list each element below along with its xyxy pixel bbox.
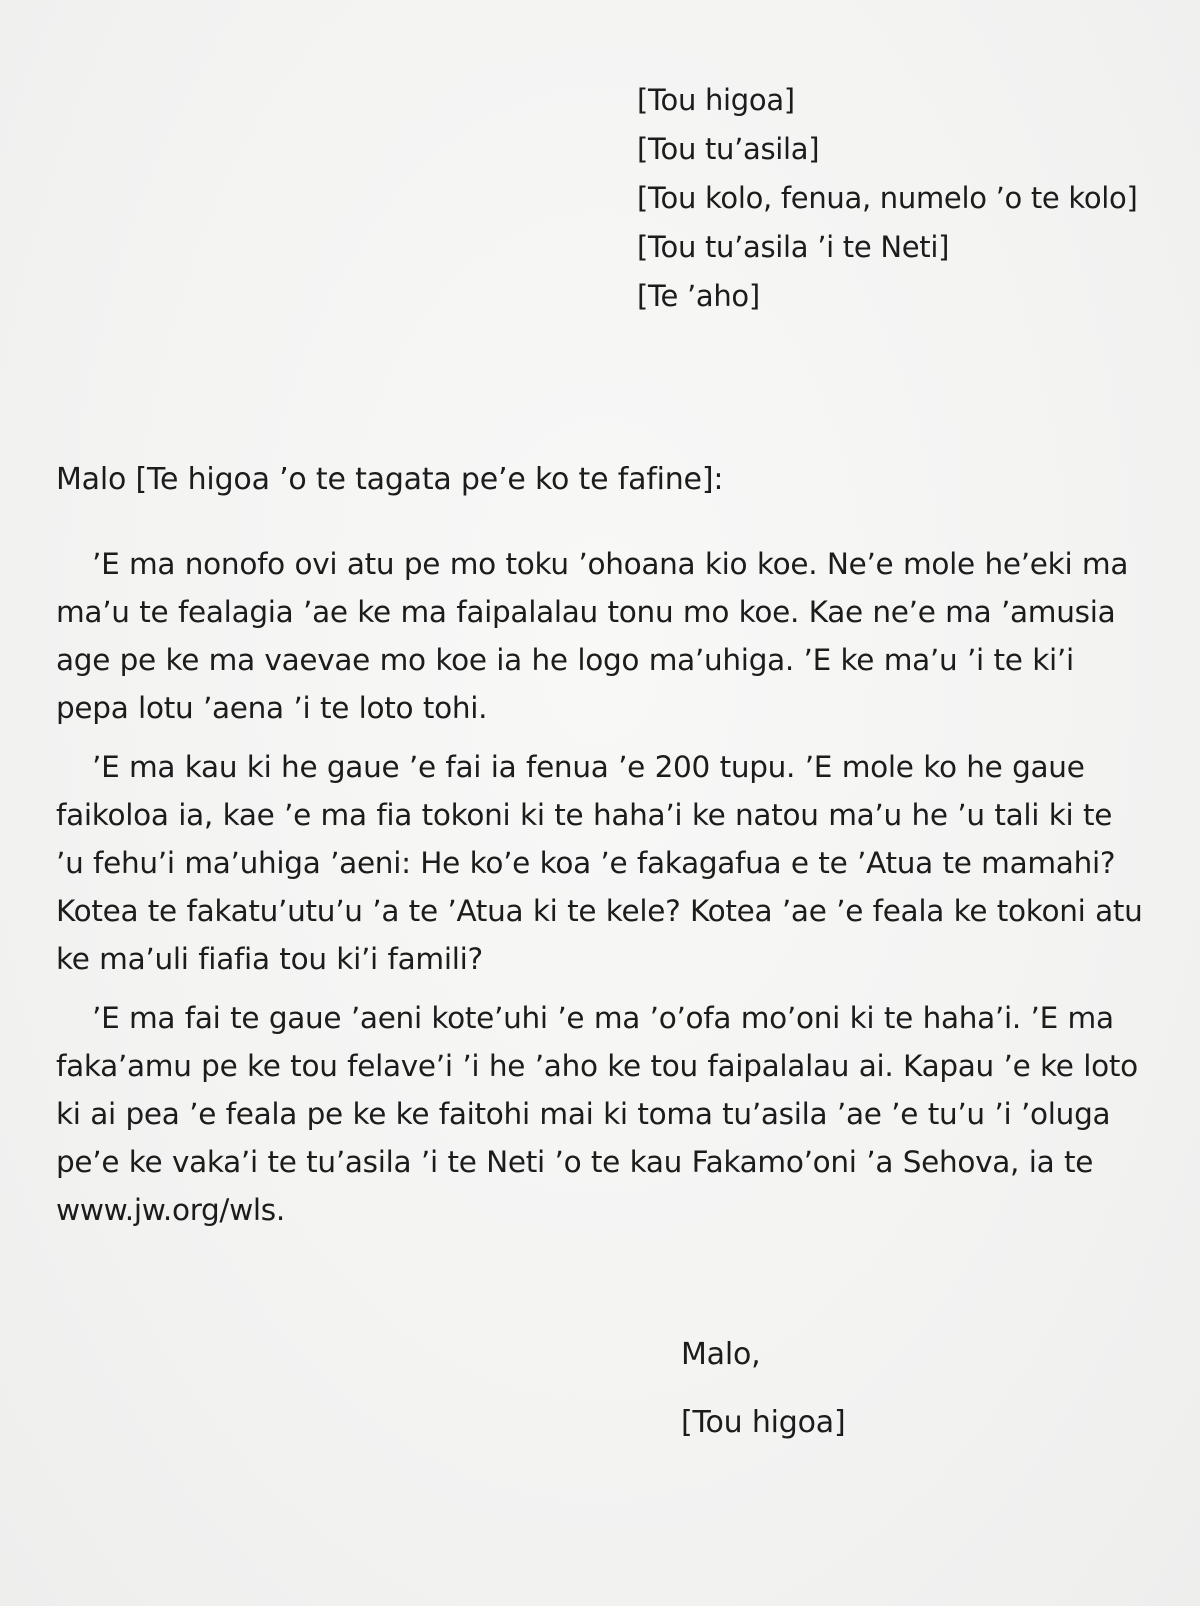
body-paragraph: ’E ma nonofo ovi atu pe mo toku ’ohoana kio koe. Ne’e mole he’eki ma ma’u te fealagia ’ae ke ma faipalalau tonu mo koe. Kae ne’e ma ’amusia age pe ke ma vaevae mo koe ia he logo ma’uhiga. ’E ke ma’u ’i te ki’i pepa lotu ’aena ’i te loto tohi. (56, 547, 1129, 725)
closing-block (681, 1333, 845, 1445)
sender-address-block (637, 76, 1138, 321)
signature-name: [Tou higoa] (681, 1405, 846, 1440)
salutation: Malo [Te higoa ’o te tagata pe’e ko te fafine]: (56, 462, 724, 497)
body-paragraph: ’E ma kau ki he gaue ’e fai ia fenua ’e 200 tupu. ’E mole ko he gaue faikoloa ia, kae ’e ma fia tokoni ki te haha’i ke natou ma’u he ’u tali ki te ’u fehu’i ma’uhiga ’aeni: He ko’e koa ’e fakagafua e te ’Atua te mamahi? Kotea te fakatu’utu’u ’a te ’Atua ki te kele? Kotea ’ae ’e feala ke tokoni atu ke ma’uli fiafia tou ki’i famili? (56, 750, 1143, 976)
letter-date: [Te ’aho] (637, 279, 760, 313)
sender-address: [Tou tu’asila] (637, 132, 820, 166)
sender-email: [Tou tu’asila ’i te Neti] (637, 230, 950, 264)
valediction: Malo, (681, 1337, 761, 1372)
letter-body (56, 540, 1146, 1245)
sender-city-country-postcode: [Tou kolo, fenua, numelo ’o te kolo] (637, 181, 1138, 215)
sender-name: [Tou higoa] (637, 83, 795, 117)
body-paragraph: ’E ma fai te gaue ’aeni kote’uhi ’e ma ’o’ofa mo’oni ki te haha’i. ’E ma faka’amu pe ke tou felave’i ’i he ’aho ke tou faipalalau ai. Kapau ’e ke loto ki ai pea ’e feala pe ke ke faitohi mai ki toma tu’asila ’ae ’e tu’u ’i ’oluga pe’e ke vaka’i te tu’asila ’i te Neti ’o te kau Fakamo’oni ’a Sehova, ia te www.jw.org/wls. (56, 1001, 1138, 1227)
